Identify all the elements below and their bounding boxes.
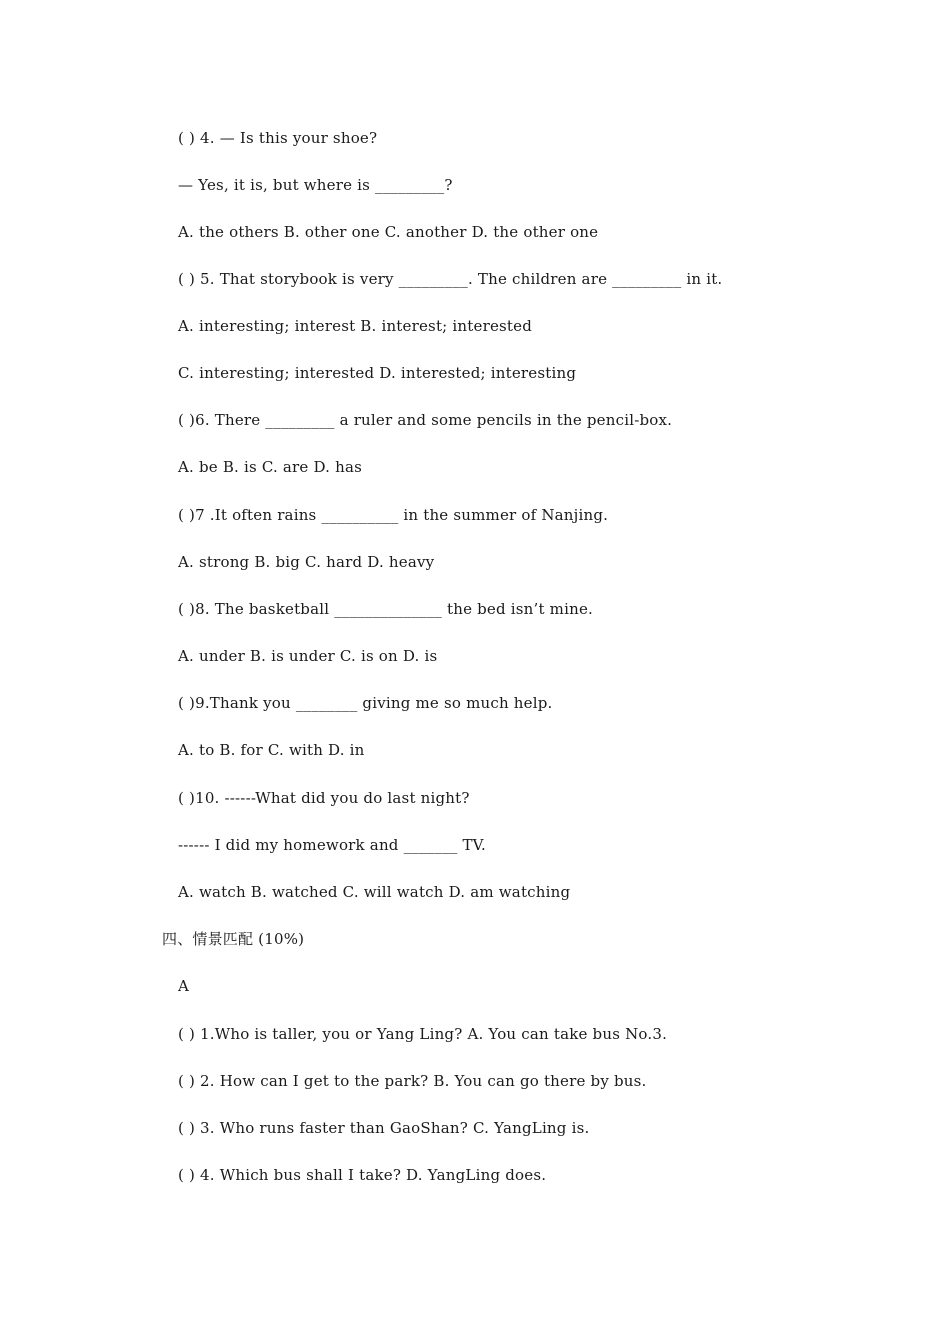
question-5-stem: ( ) 5. That storybook is very _________. The children are _________ in it. [178, 270, 723, 288]
match-item-2: ( ) 2. How can I get to the park? B. You can go there by bus. [178, 1072, 647, 1090]
question-8-stem: ( )8. The basketball ______________ the bed isn’t mine. [178, 600, 594, 618]
question-6-stem: ( )6. There _________ a ruler and some pencils in the pencil-box. [178, 411, 673, 429]
section-heading: 四、情景匹配 (10%) [162, 930, 305, 948]
question-6-options: A. be B. is C. are D. has [178, 458, 363, 476]
match-item-3: ( ) 3. Who runs faster than GaoShan? C. YangLing is. [178, 1119, 590, 1137]
question-9-stem: ( )9.Thank you ________ giving me so much help. [178, 694, 553, 712]
match-item-1: ( ) 1.Who is taller, you or Yang Ling? A. You can take bus No.3. [178, 1025, 668, 1043]
question-10-stem: ( )10. ------What did you do last night? [178, 789, 470, 807]
question-5-options-ab: A. interesting; interest B. interest; interested [178, 317, 533, 335]
question-4-reply: — Yes, it is, but where is _________? [178, 176, 453, 194]
question-8-options: A. under B. is under C. is on D. is [178, 647, 438, 665]
question-4-stem: ( ) 4. — Is this your shoe? [178, 129, 378, 147]
question-9-options: A. to B. for C. with D. in [178, 741, 365, 759]
question-7-stem: ( )7 .It often rains __________ in the summer of Nanjing. [178, 506, 609, 524]
question-5-options-cd: C. interesting; interested D. interested; interesting [178, 364, 577, 382]
question-4-options: A. the others B. other one C. another D. the other one [178, 223, 599, 241]
question-7-options: A. strong B. big C. hard D. heavy [178, 553, 435, 571]
subsection-label: A [178, 977, 190, 995]
match-item-4: ( ) 4. Which bus shall I take? D. YangLing does. [178, 1166, 547, 1184]
question-10-reply: ------ I did my homework and _______ TV. [178, 836, 487, 854]
question-10-options: A. watch B. watched C. will watch D. am watching [178, 883, 571, 901]
